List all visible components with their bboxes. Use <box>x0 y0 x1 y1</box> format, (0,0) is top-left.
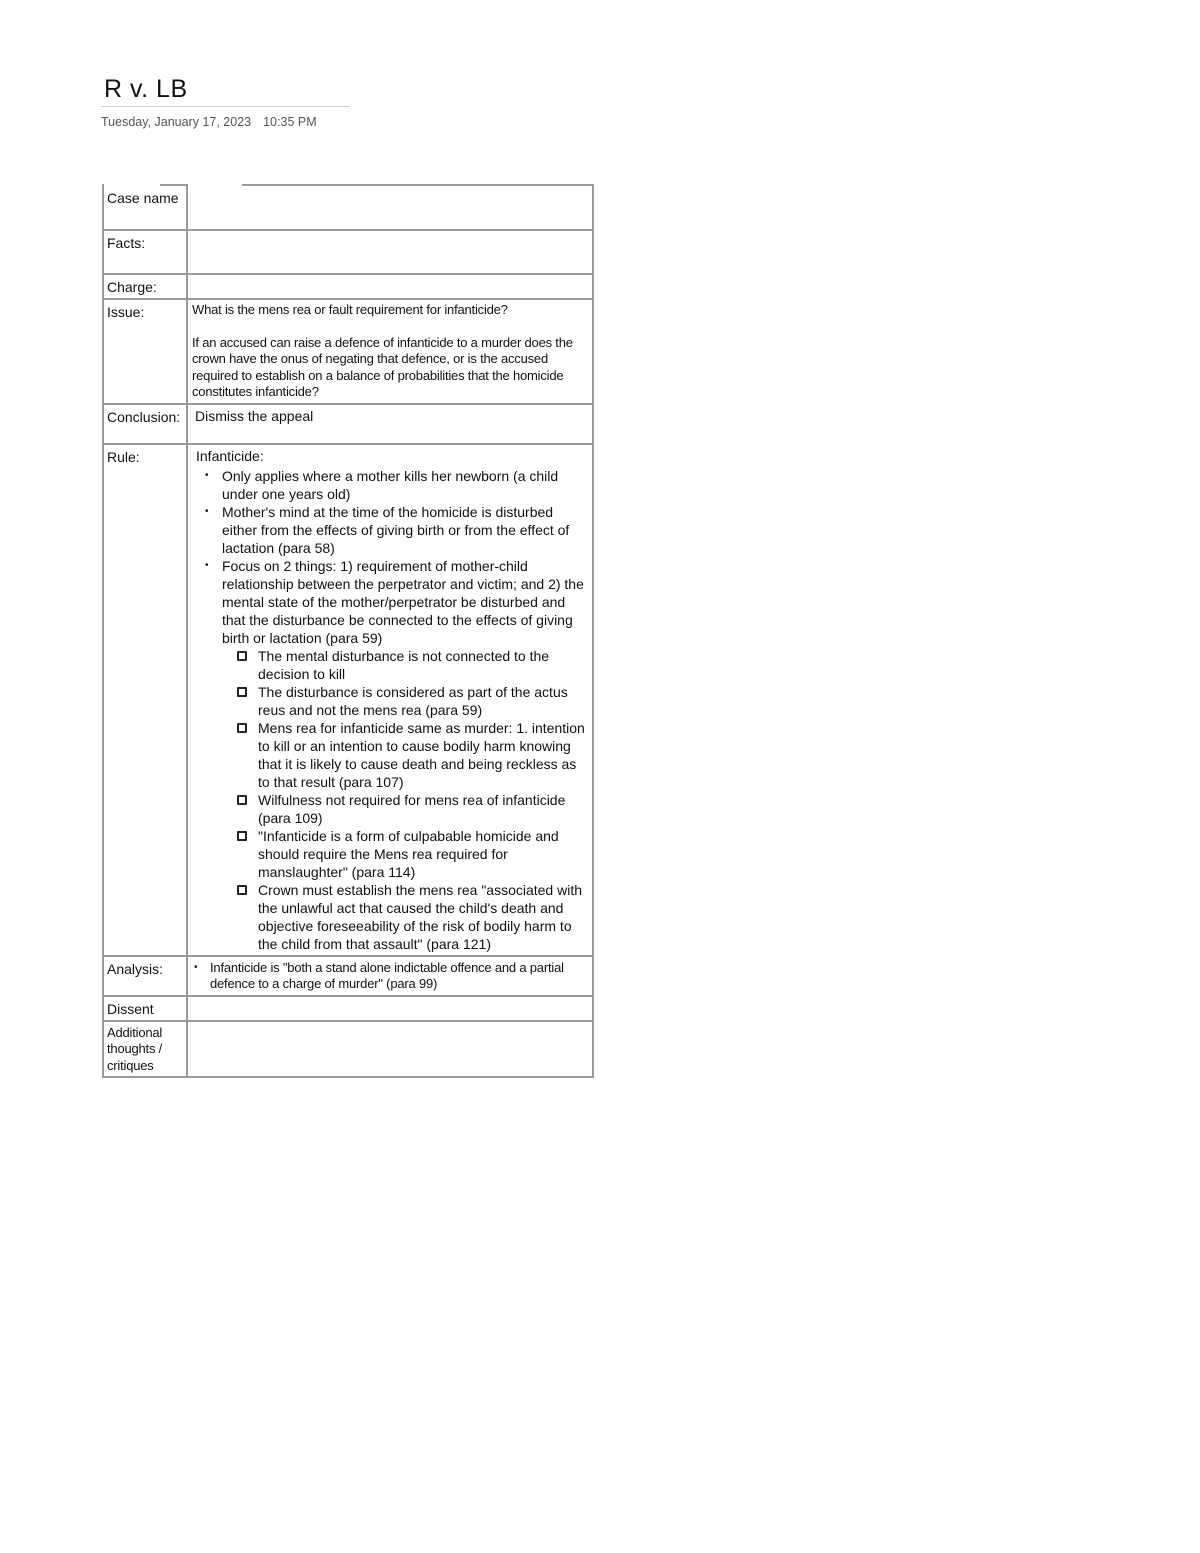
row-case-name <box>103 185 593 230</box>
rule-subpoint-text: Mens rea for infanticide same as murder: 1. intention to kill or an intention to cause bodily harm knowing that it is likely to cause death and being reckless as to that result (para 107) <box>258 719 585 790</box>
rule-label: Rule: <box>103 444 187 956</box>
list-item <box>258 719 588 791</box>
rule-heading: Infanticide: <box>196 447 264 464</box>
row-charge <box>103 274 593 299</box>
case-brief-table <box>102 184 594 1078</box>
case-name-label: Case name <box>103 185 187 230</box>
square-bullet-icon <box>237 831 247 841</box>
page-timestamp <box>101 115 317 129</box>
list-item <box>222 557 588 953</box>
list-item <box>222 467 588 503</box>
rule-point-text: Focus on 2 things: 1) requirement of mother-child relationship between the perpetrator and victim; and 2) the mental state of the mother/perpetrator be disturbed and that the disturbance be connected to the effects of giving birth or lactation (para 59) <box>222 557 584 646</box>
list-item <box>222 503 588 557</box>
issue-spacer <box>192 319 588 335</box>
list-item <box>210 960 588 993</box>
additional-thoughts-value[interactable] <box>187 1021 593 1078</box>
square-bullet-icon <box>237 687 247 697</box>
row-additional-thoughts <box>103 1021 593 1078</box>
dissent-label: Dissent <box>103 996 187 1021</box>
conclusion-text: Dismiss the appeal <box>195 407 314 424</box>
issue-label: Issue: <box>103 299 187 404</box>
conclusion-value[interactable] <box>187 404 593 444</box>
square-bullet-icon <box>237 723 247 733</box>
additional-thoughts-label: Additional thoughts / critiques <box>103 1021 187 1078</box>
list-item <box>258 881 588 953</box>
analysis-label: Analysis: <box>103 956 187 996</box>
rule-subpoint-text: The mental disturbance is not connected to the decision to kill <box>258 647 550 682</box>
analysis-bullet-list <box>192 960 588 993</box>
row-facts <box>103 230 593 274</box>
list-item <box>258 647 588 683</box>
charge-label: Charge: <box>103 274 187 299</box>
analysis-value[interactable] <box>187 956 593 996</box>
rule-subpoint-text: Wilfulness not required for mens rea of infanticide (para 109) <box>258 791 566 826</box>
facts-label: Facts: <box>103 230 187 274</box>
rule-sub-list <box>222 647 588 953</box>
rule-value[interactable] <box>187 444 593 956</box>
rule-bullet-list <box>192 467 588 953</box>
rule-subpoint-text: The disturbance is considered as part of the actus reus and not the mens rea (para 59) <box>258 683 568 718</box>
list-item <box>258 683 588 719</box>
row-conclusion <box>103 404 593 444</box>
analysis-point-text: Infanticide is "both a stand alone indictable offence and a partial defence to a charge of murder" (para 99) <box>210 959 564 991</box>
rule-subpoint-text: "Infanticide is a form of culpabable homicide and should require the Mens rea required for manslaughter" (para 114) <box>258 827 559 880</box>
rule-subpoint-text: Crown must establish the mens rea "associated with the unlawful act that caused the child's death and objective foreseeability of the risk of bodily harm to the child from that assault" (para 121) <box>258 881 583 952</box>
list-item <box>258 791 588 827</box>
table-top-gap <box>186 182 242 186</box>
case-name-value[interactable] <box>187 185 593 230</box>
square-bullet-icon <box>237 885 247 895</box>
title-underline <box>101 106 349 107</box>
list-item <box>258 827 588 881</box>
page-title: R v. LB <box>104 75 188 103</box>
dissent-value[interactable] <box>187 996 593 1021</box>
page-date: Tuesday, January 17, 2023 <box>101 115 252 129</box>
row-analysis <box>103 956 593 996</box>
conclusion-label: Conclusion: <box>103 404 187 444</box>
issue-question-2: If an accused can raise a defence of infanticide to a murder does the crown have the onus of negating that defence, or is the accused required to establish on a balance of probabilities that the homicide constitutes infanticide? <box>192 334 573 399</box>
square-bullet-icon <box>237 795 247 805</box>
charge-value[interactable] <box>187 274 593 299</box>
table-top-edge <box>160 184 188 186</box>
facts-value[interactable] <box>187 230 593 274</box>
square-bullet-icon <box>237 651 247 661</box>
row-dissent <box>103 996 593 1021</box>
rule-point-text: Only applies where a mother kills her newborn (a child under one years old) <box>222 467 559 502</box>
row-issue <box>103 299 593 404</box>
page-time: 10:35 PM <box>263 115 317 129</box>
issue-question-1: What is the mens rea or fault requirement for infanticide? <box>192 302 508 317</box>
row-rule <box>103 444 593 956</box>
issue-value[interactable] <box>187 299 593 404</box>
rule-point-text: Mother's mind at the time of the homicide is disturbed either from the effects of giving birth or from the effect of lactation (para 58) <box>222 503 570 556</box>
